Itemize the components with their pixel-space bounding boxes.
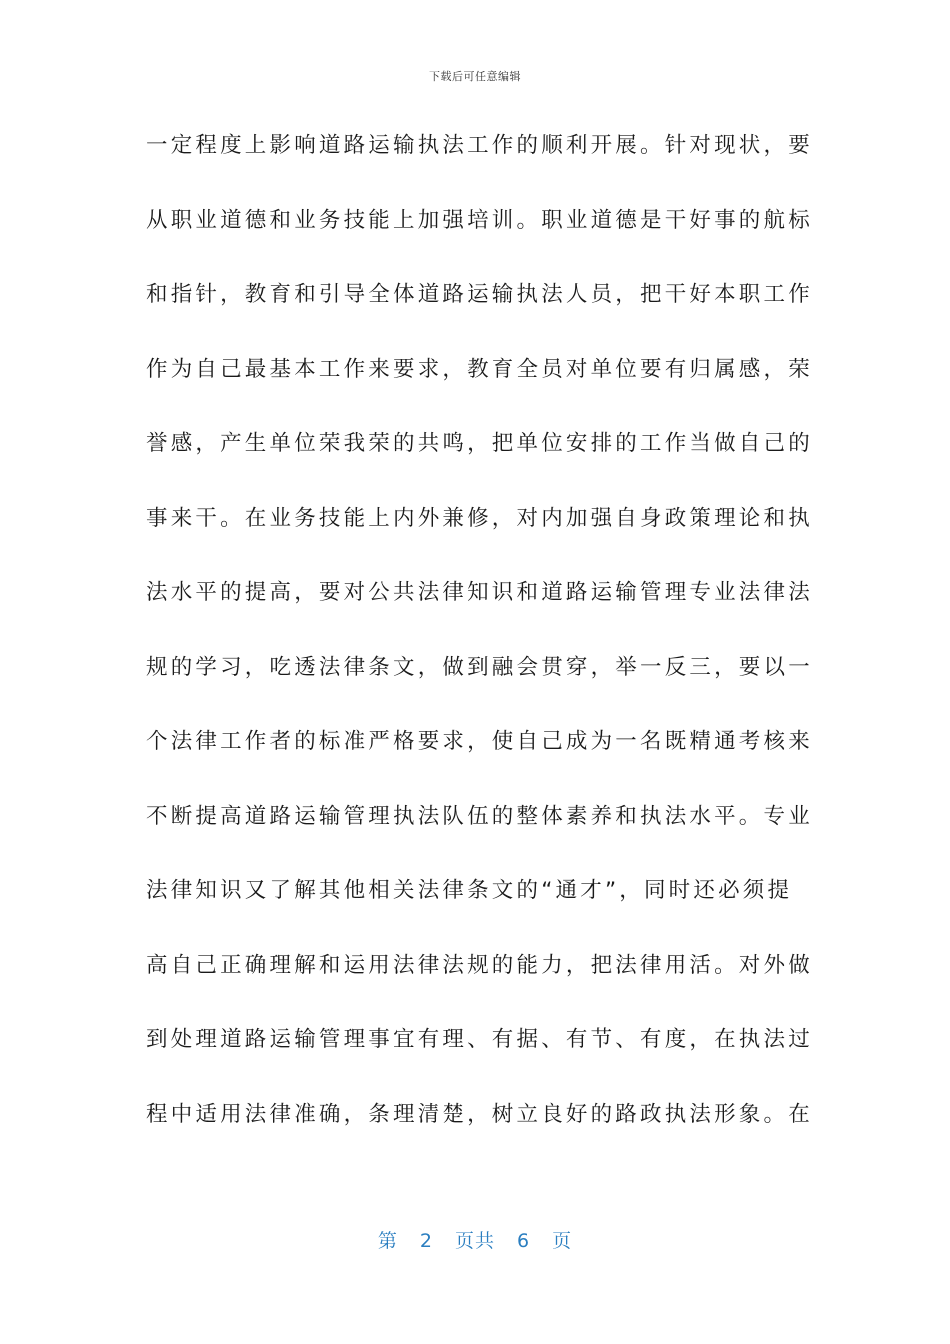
body-line: 法水平的提高，要对公共法律知识和道路运输管理专业法律法 <box>146 580 813 605</box>
body-line: 和指针，教育和引导全体道路运输执法人员，把干好本职工作 <box>146 282 813 307</box>
body-line: 誉感，产生单位荣我荣的共鸣，把单位安排的工作当做自己的 <box>146 431 813 456</box>
body-line: 规的学习，吃透法律条文，做到融会贯穿，举一反三，要以一 <box>146 654 813 680</box>
page-header-note: 下载后可任意编辑 <box>429 70 521 83</box>
footer-middle: 页共 <box>454 1230 495 1252</box>
body-line: 从职业道德和业务技能上加强培训。职业道德是干好事的航标 <box>146 207 813 233</box>
footer-prefix: 第 <box>377 1230 398 1252</box>
body-line: 作为自己最基本工作来要求，教育全员对单位要有归属感，荣 <box>146 356 813 382</box>
body-line: 程中适用法律准确，条理清楚，树立良好的路政执法形象。在 <box>146 1101 813 1127</box>
body-line: 法律知识又了解其他相关法律条文的“通才”，同时还必须提 <box>146 878 793 903</box>
body-line: 高自己正确理解和运用法律法规的能力，把法律用活。对外做 <box>146 952 813 978</box>
footer-suffix: 页 <box>552 1230 573 1252</box>
page-footer <box>0 1226 950 1253</box>
body-line: 个法律工作者的标准严格要求，使自己成为一名既精通考核来 <box>146 729 813 754</box>
body-line: 到处理道路运输管理事宜有理、有据、有节、有度，在执法过 <box>146 1027 813 1052</box>
body-line: 事来干。在业务技能上内外兼修，对内加强自身政策理论和执 <box>146 505 813 531</box>
total-pages-number: 6 <box>517 1230 531 1252</box>
current-page-number: 2 <box>419 1230 433 1252</box>
body-line: 不断提高道路运输管理执法队伍的整体素养和执法水平。专业 <box>146 803 813 829</box>
body-line: 一定程度上影响道路运输执法工作的顺利开展。针对现状，要 <box>146 133 813 158</box>
body-text <box>146 126 813 1169</box>
